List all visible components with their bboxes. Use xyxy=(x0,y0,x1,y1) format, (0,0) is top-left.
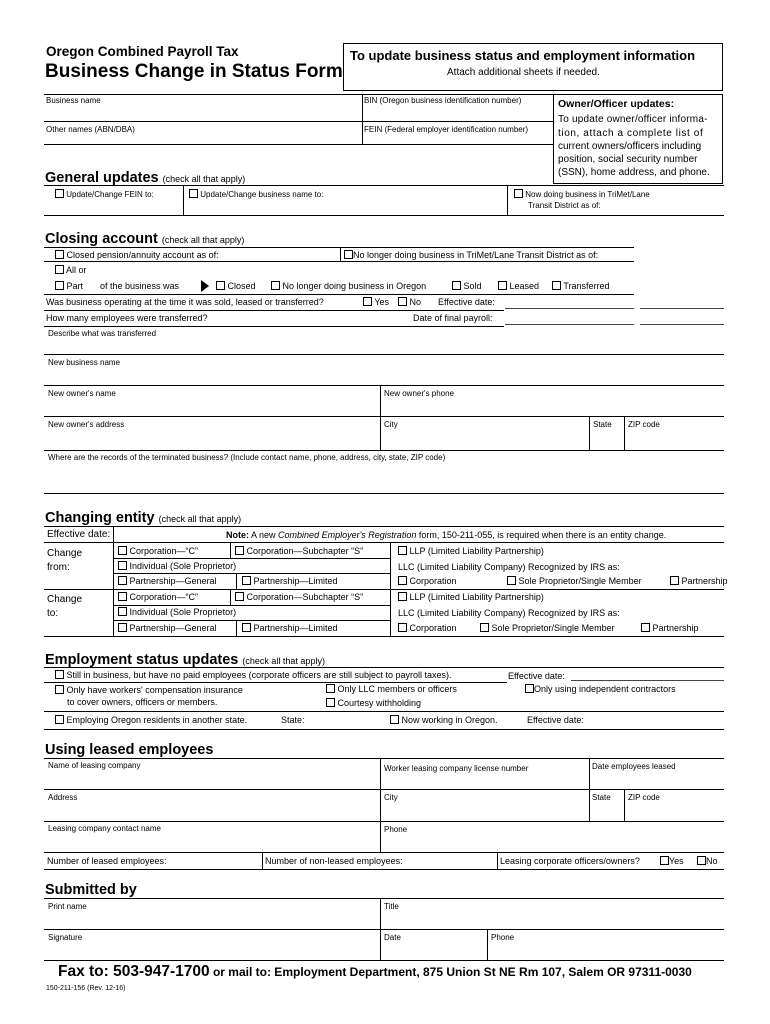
leasing-address-field[interactable]: Address xyxy=(48,793,78,802)
leased-option[interactable]: Leased xyxy=(498,281,539,291)
leasing-company-field[interactable]: Name of leasing company xyxy=(48,761,141,770)
bin-field[interactable]: BIN (Oregon business identification number) xyxy=(364,96,522,105)
owner-line-3: current owners/officers including xyxy=(558,141,702,152)
submitted-by-heading: Submitted by xyxy=(45,882,137,898)
now-oregon-checkbox[interactable] xyxy=(390,715,399,724)
still-effective-label: Effective date: xyxy=(508,671,565,681)
form-title: Business Change in Status Form xyxy=(45,61,343,82)
courtesy-checkbox[interactable] xyxy=(326,698,335,707)
pension-option[interactable]: Closed pension/annuity account as of: xyxy=(55,250,219,260)
other-names-field[interactable]: Other names (ABN/DBA) xyxy=(46,125,135,134)
owner-line-4: position, social security number xyxy=(558,154,698,165)
no-trimet-option[interactable]: No longer doing business in TriMet/Lane Transit District as of: xyxy=(344,250,598,260)
operating-no-checkbox[interactable] xyxy=(398,297,407,306)
new-owner-phone-field[interactable]: New owner's phone xyxy=(384,389,455,398)
from-llp-checkbox[interactable] xyxy=(398,546,407,555)
all-checkbox[interactable] xyxy=(55,265,64,274)
owner-line-5: (SSN), home address, and phone. xyxy=(558,167,710,178)
part-checkbox[interactable] xyxy=(55,281,64,290)
operating-question: Was business operating at the time it was sold, leased or transferred? xyxy=(46,297,324,307)
leased-checkbox[interactable] xyxy=(498,281,507,290)
from-llc-sole-checkbox[interactable] xyxy=(507,576,516,585)
fax-number: Fax to: 503-947-1700 xyxy=(58,963,210,980)
sold-checkbox[interactable] xyxy=(452,281,461,290)
officers-yes-option[interactable]: Yes xyxy=(660,856,684,866)
from-llc-corporation-option[interactable]: Corporation xyxy=(398,576,457,586)
from-plimited-option[interactable]: Partnership—Limited xyxy=(242,576,338,586)
transferred-option[interactable]: Transferred xyxy=(552,281,610,291)
trimet-option[interactable]: Now doing business in TriMet/Lane xyxy=(514,189,650,199)
from-llc-sole-option[interactable]: Sole Proprietor/Single Member xyxy=(507,576,642,586)
num-non-leased-field[interactable]: Number of non-leased employees: xyxy=(265,856,403,866)
to-llc-sole-option[interactable]: Sole Proprietor/Single Member xyxy=(480,623,615,633)
to-plimited-option[interactable]: Partnership—Limited xyxy=(242,623,338,633)
from-llc-label: LLC (Limited Liability Company) Recognized by IRS as: xyxy=(398,562,620,572)
no-oregon-option[interactable]: No longer doing business in Oregon xyxy=(271,281,426,291)
to-llc-sole-checkbox[interactable] xyxy=(480,623,489,632)
entity-note: Note: A new Combined Employer's Registration form, 150-211-055, is required when there is an entity change. xyxy=(226,530,667,540)
num-leased-field[interactable]: Number of leased employees: xyxy=(47,856,167,866)
general-updates-heading: General updates (check all that apply) xyxy=(45,170,246,186)
from-corp-c-option[interactable]: Corporation—“C” xyxy=(118,546,198,556)
sold-option[interactable]: Sold xyxy=(452,281,482,291)
trimet-date-label: Transit District as of: xyxy=(528,201,601,210)
signature-field[interactable]: Signature xyxy=(48,933,83,942)
title-field[interactable]: Title xyxy=(384,902,399,911)
other-state-option[interactable]: Employing Oregon residents in another state. xyxy=(55,715,247,725)
officers-yes-checkbox[interactable] xyxy=(660,856,669,865)
from-plimited-checkbox[interactable] xyxy=(242,576,251,585)
owner-officer-title: Owner/Officer updates: xyxy=(558,98,675,110)
entity-effective-label: Effective date: xyxy=(47,529,111,540)
leasing-zip-field[interactable]: ZIP code xyxy=(628,793,660,802)
to-individual-checkbox[interactable] xyxy=(118,607,127,616)
leasing-officers-question: Leasing corporate officers/owners? xyxy=(500,856,640,866)
changing-entity-heading: Changing entity (check all that apply) xyxy=(45,510,242,526)
to-corp-c-option[interactable]: Corporation—“C” xyxy=(118,592,198,602)
owner-line-1: To update owner/officer informa- xyxy=(558,114,708,125)
other-state-label: State: xyxy=(281,715,305,725)
now-oregon-effective-label: Effective date: xyxy=(527,715,584,725)
to-llc-partnership-option[interactable]: Partnership xyxy=(641,623,699,633)
fein-field[interactable]: FEIN (Federal employer identification number) xyxy=(364,125,529,134)
mail-address: or mail to: Employment Department, 875 Union St NE Rm 107, Salem OR 97311-0030 xyxy=(209,965,692,979)
workers-comp-line2: to cover owners, officers or members. xyxy=(67,697,218,707)
closed-option[interactable]: Closed xyxy=(216,281,256,291)
from-individual-option[interactable]: Individual (Sole Proprietor) xyxy=(118,561,236,571)
fax-mail-instructions xyxy=(58,963,692,981)
to-plimited-checkbox[interactable] xyxy=(242,623,251,632)
to-corp-s-checkbox[interactable] xyxy=(235,592,244,601)
describe-transferred-field[interactable]: Describe what was transferred xyxy=(48,329,157,338)
leasing-city-field[interactable]: City xyxy=(384,793,398,802)
license-number-field[interactable]: Worker leasing company license number xyxy=(384,764,529,773)
leasing-state-field[interactable]: State xyxy=(592,793,611,802)
still-in-business-checkbox[interactable] xyxy=(55,670,64,679)
new-owner-name-field[interactable]: New owner's name xyxy=(48,389,116,398)
officers-no-option[interactable]: No xyxy=(697,856,718,866)
header-box-title: To update business status and employment information xyxy=(350,48,696,63)
final-payroll-label: Date of final payroll: xyxy=(413,313,493,323)
to-corp-s-option[interactable]: Corporation—Subchapter “S” xyxy=(235,592,363,602)
still-in-business-option[interactable]: Still in business, but have no paid employees (corporate officers are still subject to payroll taxes). xyxy=(55,670,452,680)
new-owner-zip-field[interactable]: ZIP code xyxy=(628,420,660,429)
workers-comp-checkbox[interactable] xyxy=(55,685,64,694)
to-pgeneral-checkbox[interactable] xyxy=(118,623,127,632)
leasing-phone-field[interactable]: Phone xyxy=(384,825,408,834)
trimet-checkbox[interactable] xyxy=(514,189,523,198)
new-owner-city-field[interactable]: City xyxy=(384,420,398,429)
part-option[interactable]: Part xyxy=(55,281,83,291)
transferred-checkbox[interactable] xyxy=(552,281,561,290)
pension-checkbox[interactable] xyxy=(55,250,64,259)
from-corp-c-checkbox[interactable] xyxy=(118,546,127,555)
all-option[interactable]: All or xyxy=(55,265,87,275)
operating-yes-option[interactable]: Yes xyxy=(363,297,389,307)
header-box-sub: Attach additional sheets if needed. xyxy=(447,67,600,78)
form-number: 150-211-156 (Rev. 12-16) xyxy=(46,985,126,992)
from-llc-corporation-checkbox[interactable] xyxy=(398,576,407,585)
how-many-question: How many employees were transferred? xyxy=(46,313,208,323)
operating-no-option[interactable]: No xyxy=(398,297,421,307)
business-name-field[interactable]: Business name xyxy=(46,96,101,105)
date-field[interactable]: Date xyxy=(384,933,401,942)
from-corp-s-option[interactable]: Corporation—Subchapter “S” xyxy=(235,546,363,556)
to-pgeneral-option[interactable]: Partnership—General xyxy=(118,623,217,633)
to-individual-option[interactable]: Individual (Sole Proprietor) xyxy=(118,607,236,617)
operating-yes-checkbox[interactable] xyxy=(363,297,372,306)
to-llc-corporation-checkbox[interactable] xyxy=(398,623,407,632)
officers-no-checkbox[interactable] xyxy=(697,856,706,865)
employment-status-heading: Employment status updates (check all that apply) xyxy=(45,652,325,668)
to-llc-label: LLC (Limited Liability Company) Recognized by IRS as: xyxy=(398,608,620,618)
records-location-field[interactable]: Where are the records of the terminated business? (Include contact name, phone, address, city, state, ZIP code) xyxy=(48,453,446,462)
to-corp-c-checkbox[interactable] xyxy=(118,592,127,601)
owner-line-2: tion, attach a complete list of xyxy=(558,128,704,139)
now-oregon-option[interactable]: Now working in Oregon. xyxy=(390,715,498,725)
llc-only-checkbox[interactable] xyxy=(326,684,335,693)
phone-field[interactable]: Phone xyxy=(491,933,515,942)
new-owner-state-field[interactable]: State xyxy=(593,420,612,429)
from-llc-partnership-checkbox[interactable] xyxy=(670,576,679,585)
from-llp-option[interactable]: LLP (Limited Liability Partnership) xyxy=(398,546,544,556)
leased-employees-heading: Using leased employees xyxy=(45,742,214,758)
from-pgeneral-checkbox[interactable] xyxy=(118,576,127,585)
closed-checkbox[interactable] xyxy=(216,281,225,290)
contractors-checkbox[interactable] xyxy=(525,684,534,693)
update-name-checkbox[interactable] xyxy=(189,189,198,198)
update-fein-option[interactable]: Update/Change FEIN to: xyxy=(55,189,154,199)
to-llp-checkbox[interactable] xyxy=(398,592,407,601)
new-business-name-field[interactable]: New business name xyxy=(48,358,121,367)
from-llc-partnership-option[interactable]: Partnership xyxy=(670,576,728,586)
date-leased-field[interactable]: Date employees leased xyxy=(592,762,676,771)
no-oregon-checkbox[interactable] xyxy=(271,281,280,290)
no-trimet-checkbox[interactable] xyxy=(344,250,353,259)
closing-effective-label: Effective date: xyxy=(438,297,495,307)
to-llp-option[interactable]: LLP (Limited Liability Partnership) xyxy=(398,592,544,602)
change-to-label: Change to: xyxy=(47,594,83,619)
closing-account-heading: Closing account (check all that apply) xyxy=(45,231,245,247)
to-llc-corporation-option[interactable]: Corporation xyxy=(398,623,457,633)
update-name-option[interactable]: Update/Change business name to: xyxy=(189,189,323,199)
courtesy-option[interactable]: Courtesy withholding xyxy=(326,698,421,708)
other-state-checkbox[interactable] xyxy=(55,715,64,724)
to-llc-partnership-checkbox[interactable] xyxy=(641,623,650,632)
llc-only-option[interactable]: Only LLC members or officers xyxy=(326,684,457,694)
from-corp-s-checkbox[interactable] xyxy=(235,546,244,555)
change-from-label: Change from: xyxy=(47,548,83,573)
from-individual-checkbox[interactable] xyxy=(118,561,127,570)
form-subtitle: Oregon Combined Payroll Tax xyxy=(46,44,239,59)
update-fein-checkbox[interactable] xyxy=(55,189,64,198)
contractors-option[interactable]: Only using independent contractors xyxy=(525,684,676,694)
leasing-contact-field[interactable]: Leasing company contact name xyxy=(48,824,161,833)
workers-comp-option[interactable]: Only have workers' compensation insurance xyxy=(55,685,243,695)
from-pgeneral-option[interactable]: Partnership—General xyxy=(118,576,217,586)
of-business-label: of the business was xyxy=(100,281,180,291)
arrow-right-icon xyxy=(201,280,209,292)
print-name-field[interactable]: Print name xyxy=(48,902,87,911)
new-owner-address-field[interactable]: New owner's address xyxy=(48,420,125,429)
